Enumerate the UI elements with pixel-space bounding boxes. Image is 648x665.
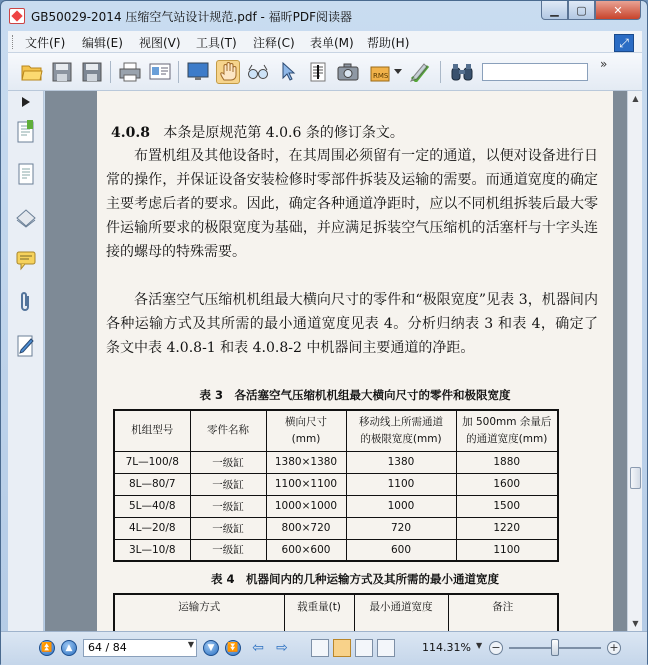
table-cell: 1100×1100	[266, 473, 346, 495]
clause-heading	[111, 121, 603, 145]
scroll-down-button[interactable]: ▼	[632, 619, 639, 628]
text-select-button[interactable]	[306, 60, 330, 84]
comments-button[interactable]	[13, 247, 39, 273]
paragraph-2: 各活塞空气压缩机机组最大横向尺寸的零件和“极限宽度”见表 3，机器间内各种运输方式及其所需的最小通道宽度见表 4。分析归纳表 3 和表 4，确定了条文中表 4.0.8-1 和表 4.0.8-2 中机器间主要通道的净距。	[106, 292, 598, 356]
document-viewport[interactable]	[45, 91, 627, 631]
select-tool-button[interactable]	[276, 60, 300, 84]
go-back-button[interactable]: ⇦	[252, 640, 264, 656]
comment-bubble-icon	[15, 249, 37, 271]
rms-badge-icon	[369, 61, 391, 83]
table-row	[114, 517, 558, 539]
table-cell: 720	[346, 517, 456, 539]
hand-tool-button[interactable]	[216, 60, 240, 84]
properties-button[interactable]	[148, 60, 172, 84]
table-cell: 1000×1000	[266, 495, 346, 517]
glasses-icon	[247, 62, 269, 82]
save-disk-icon	[52, 62, 72, 82]
table-cell: 7L—100/8	[114, 451, 190, 473]
pdf-page	[97, 91, 613, 631]
zoom-dropdown-icon[interactable]: ▼	[476, 641, 483, 650]
toolbar-separator	[178, 61, 179, 83]
menu-file[interactable]: 文件(F)	[25, 36, 66, 50]
scroll-thumb[interactable]	[630, 467, 641, 489]
page-number-text: 64 / 84	[88, 641, 127, 654]
toolbar-separator	[110, 61, 111, 83]
table-header-cell: 横向尺寸 (mm)	[266, 410, 346, 451]
table-cell: 1880	[456, 451, 558, 473]
loupe-tool-button[interactable]	[246, 60, 270, 84]
toolbar-separator	[440, 61, 441, 83]
menu-help[interactable]: 帮助(H)	[367, 36, 410, 50]
table-header-cell: 备注	[448, 594, 558, 631]
table-cell: 一级缸	[190, 539, 266, 561]
pen-check-icon	[409, 62, 431, 82]
save-as-icon	[82, 62, 102, 82]
app-logo-icon	[9, 8, 25, 24]
triangle-right-icon	[22, 97, 30, 107]
folder-open-icon	[21, 62, 43, 82]
snapshot-button[interactable]	[336, 60, 360, 84]
save-as-button[interactable]	[80, 60, 104, 84]
table-cell: 1500	[456, 495, 558, 517]
search-input[interactable]	[482, 63, 588, 81]
dropdown-arrow-icon[interactable]: ▼	[187, 640, 194, 649]
page-number-field[interactable]	[83, 639, 197, 657]
svg-text:RMS: RMS	[373, 72, 389, 80]
menu-form[interactable]: 表单(M)	[310, 36, 354, 50]
panel-toggle-button[interactable]	[13, 95, 39, 109]
table-cell: 一级缸	[190, 517, 266, 539]
main-toolbar	[8, 53, 642, 91]
layers-button[interactable]	[13, 204, 39, 230]
save-button[interactable]	[50, 60, 74, 84]
table-header-cell: 载重量(t)	[284, 594, 354, 631]
camera-icon	[337, 62, 359, 82]
menu-grip[interactable]	[12, 35, 15, 49]
table-4-caption: 表 4 机器间内的几种运输方式及其所需的最小通道宽度	[210, 572, 499, 586]
zoom-in-button[interactable]: +	[607, 641, 621, 655]
table-row	[114, 451, 558, 473]
table-header-cell: 移动线上所需通道 的极限宽度(mm)	[346, 410, 456, 451]
binoculars-icon	[450, 62, 474, 82]
title-bar[interactable]	[1, 1, 647, 31]
paperclip-icon	[18, 290, 34, 314]
dropdown-arrow-icon	[394, 69, 402, 75]
table-cell: 1600	[456, 473, 558, 495]
table-cell: 600	[346, 539, 456, 561]
document-properties-icon	[149, 62, 171, 82]
first-page-button[interactable]: ⏫	[39, 640, 55, 656]
rms-button[interactable]	[368, 60, 392, 84]
facing-view-button[interactable]	[355, 639, 373, 657]
next-page-button[interactable]: ▼	[203, 640, 219, 656]
menu-bar	[8, 31, 642, 53]
open-button[interactable]	[20, 60, 44, 84]
monitor-icon	[187, 62, 209, 82]
find-button[interactable]	[450, 60, 474, 84]
status-bar	[1, 631, 647, 665]
table-cell: 1100	[456, 539, 558, 561]
table-cell: 一级缸	[190, 451, 266, 473]
sign-button[interactable]	[408, 60, 432, 84]
table-cell: 1380×1380	[266, 451, 346, 473]
minimize-button[interactable]: ▁	[541, 1, 568, 20]
table-cell: 1100	[346, 473, 456, 495]
menu-comment[interactable]: 注释(C)	[253, 36, 295, 50]
menu-edit[interactable]: 编辑(E)	[82, 36, 123, 50]
hand-icon	[218, 62, 238, 82]
layers-icon	[15, 206, 37, 228]
vertical-scrollbar[interactable]	[627, 91, 642, 631]
full-screen-button[interactable]	[186, 60, 210, 84]
table-4	[113, 593, 559, 631]
table-cell: 5L—40/8	[114, 495, 190, 517]
go-forward-button[interactable]: ⇨	[276, 640, 288, 656]
bookmarks-button[interactable]	[13, 119, 39, 145]
signatures-button[interactable]	[13, 333, 39, 359]
clause-text: 本条是原规范第 4.0.6 条的修订条文。	[163, 125, 404, 141]
table-cell: 800×720	[266, 517, 346, 539]
table-cell: 8L—80/7	[114, 473, 190, 495]
attachments-button[interactable]	[13, 289, 39, 315]
zoom-slider-thumb[interactable]	[551, 639, 559, 656]
pages-thumbnails-button[interactable]	[13, 161, 39, 187]
table-header-row	[114, 594, 558, 631]
table-3-caption: 表 3 各活塞空气压缩机机组最大横向尺寸的零件和极限宽度	[199, 388, 511, 402]
scroll-up-button[interactable]: ▲	[632, 94, 639, 103]
table-row	[114, 539, 558, 561]
printer-icon	[119, 62, 141, 82]
close-button[interactable]: ✕	[595, 1, 641, 20]
table-cell: 一级缸	[190, 473, 266, 495]
fit-window-button[interactable]: ⤢	[614, 34, 634, 52]
menu-tools[interactable]: 工具(T)	[196, 36, 237, 50]
table-cell: 4L—20/8	[114, 517, 190, 539]
zoom-out-button[interactable]: −	[489, 641, 503, 655]
last-page-button[interactable]: ⏬	[225, 640, 241, 656]
previous-page-button[interactable]: ▲	[61, 640, 77, 656]
print-button[interactable]	[118, 60, 142, 84]
table-row	[114, 473, 558, 495]
table-header-cell: 最小通道宽度	[354, 594, 448, 631]
table-cell: 一级缸	[190, 495, 266, 517]
continuous-facing-view-button[interactable]	[377, 639, 395, 657]
single-page-view-button[interactable]	[311, 639, 329, 657]
navigation-panel	[8, 91, 44, 631]
rms-dropdown[interactable]	[393, 60, 403, 84]
toolbar-overflow-button[interactable]: »	[600, 57, 608, 71]
page-icon	[16, 162, 36, 186]
table-header-cell: 加 500mm 余量后 的通道宽度(mm)	[456, 410, 558, 451]
table-header-row	[114, 410, 558, 451]
table-row	[114, 495, 558, 517]
table-3	[113, 409, 559, 562]
paragraph-1: 布置机组及其他设备时，在其周围必须留有一定的通道，以便对设备进行日常的操作，并保证设备安装检修时零部件拆装及运输的需要。而通道宽度的确定主要考虑后者的要求。因此，确定各种通道净距时，应以不同机组拆装后最大零件运输所要求的极限宽度为基础，并应满足拆装空气压缩机的活塞杆与十字头连接的螺母的特殊需要。	[106, 148, 598, 260]
clause-number: 4.0.8	[111, 125, 150, 141]
table-cell: 1220	[456, 517, 558, 539]
text-select-icon	[308, 62, 328, 82]
signature-pen-icon	[15, 334, 37, 358]
table-header-cell: 零件名称	[190, 410, 266, 451]
menu-view[interactable]: 视图(V)	[139, 36, 181, 50]
window-title: GB50029-2014 压缩空气站设计规范.pdf - 福昕PDF阅读器	[31, 10, 353, 24]
table-cell: 3L—10/8	[114, 539, 190, 561]
bookmark-pages-icon	[16, 120, 36, 144]
table-cell: 600×600	[266, 539, 346, 561]
table-header-cell: 机组型号	[114, 410, 190, 451]
arrow-cursor-icon	[280, 62, 296, 82]
table-cell: 1380	[346, 451, 456, 473]
table-cell: 1000	[346, 495, 456, 517]
zoom-level[interactable]: 114.31%	[422, 641, 471, 654]
maximize-button[interactable]: ▢	[568, 1, 595, 20]
table-header-cell: 运输方式	[114, 594, 284, 631]
caption-buttons	[541, 1, 641, 21]
continuous-view-button[interactable]	[333, 639, 351, 657]
